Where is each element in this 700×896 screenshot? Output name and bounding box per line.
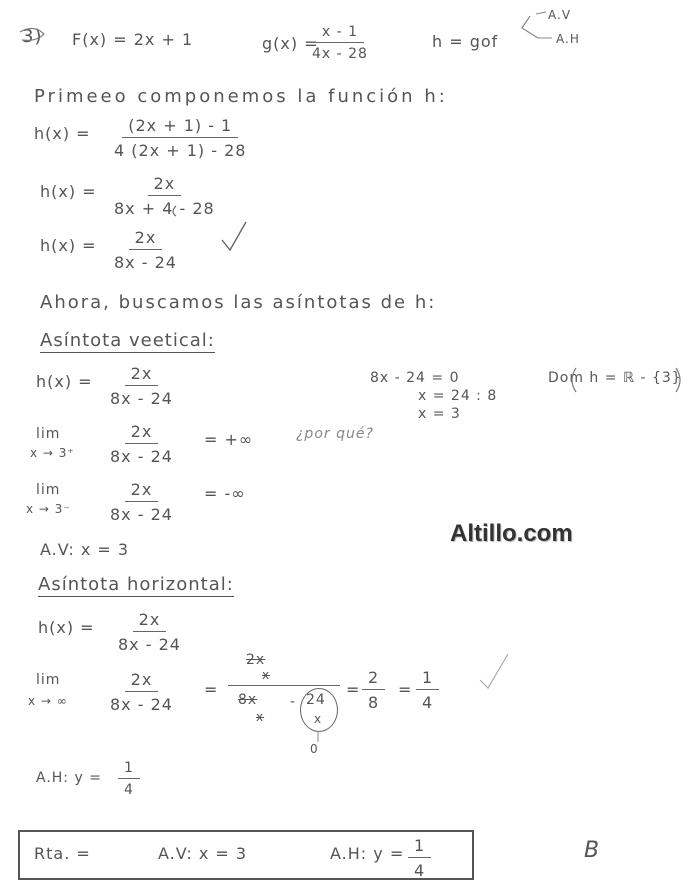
brace-left [572,368,576,392]
step3-left: h(x) = [40,236,97,255]
lim2-sub: x → 3⁻ [26,502,71,516]
step2-numerator: 2x [148,174,182,196]
big-den-minus: - [290,694,297,710]
cross-out-mark [173,206,176,216]
arrow-to-av [536,12,546,14]
lim1-numerator: 2x [125,422,159,444]
ratio-numerator: 2 [362,668,385,690]
lim2-result: = -∞ [204,484,246,503]
teacher-note: ¿por qué? [296,426,374,442]
answer-ah-left: A.H: y = [330,844,405,863]
simplified-denominator: 4 [422,693,434,712]
step2-denominator: 8x + 4 - 28 [114,199,215,218]
eq3-sign: = [398,680,413,699]
g-denominator: 4x - 28 [312,46,368,62]
lim3-sub: x → ∞ [28,694,68,708]
ah-result-denominator: 4 [124,782,134,798]
answer-ah-denominator: 4 [414,861,426,880]
exercise-number: 3) [22,26,43,47]
lim1-result: = +∞ [204,430,254,449]
lim3-numerator: 2x [125,670,159,692]
big-num-top: 2x [246,652,266,668]
big-den-b: 24 [306,692,326,708]
answer-av: A.V: x = 3 [158,844,248,863]
watermark-logo: Altillo.com [450,520,573,547]
asymptote-intro: Ahora, buscamos las asíntotas de h: [40,292,437,313]
function-g-label: g(x) = [262,34,319,53]
ratio-denominator: 8 [368,693,380,712]
av-result: A.V: x = 3 [40,540,130,559]
brace-right [676,368,680,392]
vertical-eq3: x = 3 [418,406,461,422]
big-num-bot: x [262,668,271,682]
step3-denominator: 8x - 24 [114,253,177,272]
lim2-label: lim [36,482,61,498]
lim1-label: lim [36,426,61,442]
scribble-mark [20,28,44,40]
big-den-a-bot: x [256,710,265,724]
header-branch-arrows [522,16,538,38]
header-av: A.V [548,8,572,22]
header-ah: A.H [556,32,580,46]
horizontal-h-left: h(x) = [38,618,95,637]
lim3-denominator: 8x - 24 [110,695,173,714]
vertical-eq2: x = 24 : 8 [418,388,498,404]
horizontal-title-text: Asíntota horizontal: [38,574,234,595]
ah-result-left: A.H: y = [36,770,102,786]
check-mark-icon [222,222,246,250]
answer-label: Rta. = [34,844,91,863]
function-h: h = gof [432,32,499,51]
grade-mark: B [584,838,601,863]
ah-result-numerator: 1 [118,760,140,779]
step3-numerator: 2x [129,228,163,250]
domain: Dom h = ℝ - {3} [548,370,682,386]
lim1-sub: x → 3⁺ [30,446,75,460]
eq2-sign: = [346,680,361,699]
vertical-h-numerator: 2x [125,364,159,386]
big-den-a: 8x [238,692,258,708]
horizontal-h-denominator: 8x - 24 [118,635,181,654]
tends-to-zero: 0 [310,742,319,756]
vertical-title-text: Asíntota veetical: [40,330,215,351]
intro-text: Primeeo componemos la función h: [34,86,448,107]
simplified-numerator: 1 [416,668,439,690]
lim3-equals: = [204,680,219,699]
horizontal-h-numerator: 2x [133,610,167,632]
step1-left: h(x) = [34,124,91,143]
lim2-denominator: 8x - 24 [110,505,173,524]
big-den-b-bot: x [314,712,323,726]
answer-ah-numerator: 1 [408,836,431,858]
check-mark-icon-faint [480,654,508,688]
vertical-eq1: 8x - 24 = 0 [370,370,460,386]
vertical-h-left: h(x) = [36,372,93,391]
lim1-denominator: 8x - 24 [110,447,173,466]
step1-numerator: (2x + 1) - 1 [122,116,238,138]
function-f: F(x) = 2x + 1 [72,30,194,49]
step2-left: h(x) = [40,182,97,201]
vertical-h-denominator: 8x - 24 [110,389,173,408]
lim2-numerator: 2x [125,480,159,502]
g-numerator: x - 1 [316,24,364,43]
step1-denominator: 4 (2x + 1) - 28 [114,141,247,160]
lim3-label: lim [36,672,61,688]
